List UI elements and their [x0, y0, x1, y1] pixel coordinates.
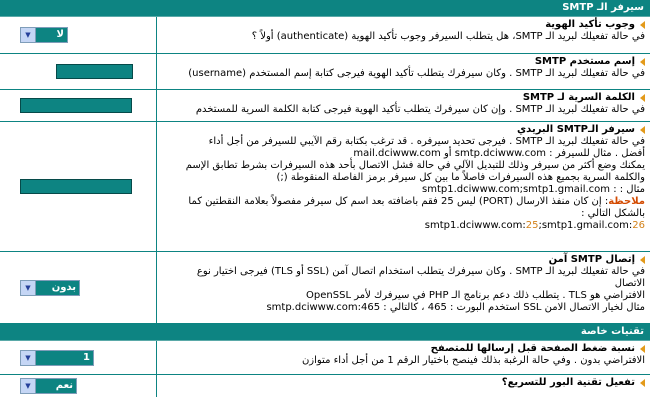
setting-row-smtp-server	[0, 122, 650, 252]
orange-arrow-icon	[640, 21, 645, 29]
orange-arrow-icon	[640, 58, 645, 66]
setting-control-cell	[0, 375, 157, 397]
setting-description	[157, 54, 650, 89]
setting-title: إتصال SMTP آمن	[161, 254, 645, 266]
setting-control-cell	[0, 252, 157, 323]
setting-help-text: مثال : : smtp1.dciwww.com;smtp1.gmail.com	[422, 184, 645, 195]
setting-help-text: في حالة تفعيلك لبريد الـ SMTP . فيرجى تحديد سيرفره . قد ترغب بكتابة رقم الآيبي للسيرفر من أجل أداء	[208, 136, 645, 147]
booster-select[interactable]: ▼ نعم	[20, 378, 77, 394]
setting-title: وجوب تأكيد الهوية	[161, 19, 645, 31]
setting-control-cell	[0, 122, 157, 251]
orange-arrow-icon	[640, 126, 645, 134]
setting-description	[157, 122, 650, 251]
chevron-down-icon[interactable]: ▼	[21, 351, 36, 365]
setting-title: نسبة ضغط الصفحة قبل إرسالها للمتصفح	[161, 343, 645, 355]
orange-arrow-icon	[640, 256, 645, 264]
section-header-smtp: سيرفر الـ SMTP	[0, 0, 650, 17]
setting-help-text: بالشكل التالي :	[581, 208, 645, 219]
setting-title: إسم مستخدم SMTP	[161, 56, 645, 68]
setting-help-text: في حالة تفعيلك لبريد الـ SMTP . وكان سيرفرك يتطلب تأكيد الهوية فيرجى كتابة إسم المستخدم (username)	[188, 68, 645, 79]
setting-help-text: الاتصال	[614, 278, 645, 289]
setting-example: smtp1.dciwww.com:25;smtp1.gmail.com:26	[424, 220, 645, 231]
setting-control-cell	[0, 17, 157, 53]
chevron-down-icon[interactable]: ▼	[21, 281, 36, 295]
setting-row-gzip-level	[0, 341, 650, 375]
setting-control-cell	[0, 341, 157, 374]
note-label: ملاحظة	[608, 196, 645, 207]
setting-help-text: والكلمة السرية بجميع هذه السيرفرات فاصلاً ما بين كل سيرفر برمز الفاصلة المنقوطة (;)	[276, 172, 645, 183]
setting-description	[157, 90, 650, 121]
setting-description	[157, 17, 650, 53]
setting-help-text: مثال لخيار الاتصال الامن SSL استخدم البورت : 465 ، كالتالي : smtp.dciwww.com:465	[266, 302, 645, 313]
setting-note: ملاحظة: إن كان منفذ الارسال (PORT) ليس 25 فقم باضافته بعد اسم كل سيرفر مفصولاً بعلامة النقطتين كما	[188, 196, 645, 207]
smtp-auth-select[interactable]: ▼ لا	[20, 27, 68, 43]
setting-control-cell	[0, 54, 157, 89]
orange-arrow-icon	[640, 94, 645, 102]
smtp-server-input[interactable]	[20, 179, 132, 194]
setting-title: تفعيل تقنية البور للتسريع؟	[161, 377, 645, 389]
setting-description	[157, 341, 650, 374]
setting-help-text: الافتراضي بدون . وفي حالة الرغبة بذلك فينصح باختيار الرقم 1 من أجل أداء متوازن	[301, 355, 645, 366]
setting-help-text: أفضل . مثال للسيرفر : smtp.dciwww.com أو mail.dciwww.com	[353, 148, 645, 159]
setting-description	[157, 252, 650, 323]
setting-help-text: في حالة تفعيلك لبريد الـ SMTP . وإن كان سيرفرك يتطلب تأكيد الهوية فيرجى كتابة الكلمة السرية للمستخدم	[195, 104, 645, 115]
setting-help-text: في حالة تفعيلك لبريد الـ SMTP . وكان سيرفرك يتطلب استخدام اتصال آمن (SSL أو TLS) فيرجى اختيار نوع	[196, 266, 645, 277]
orange-arrow-icon	[640, 345, 645, 353]
smtp-password-input[interactable]	[20, 98, 132, 113]
setting-row-booster	[0, 375, 650, 397]
setting-help-text: الافتراضي هو TLS . يتطلب ذلك دعم برنامج الـ PHP في سيرفرك لأمر OpenSSL	[306, 290, 645, 301]
setting-title: سيرفر الـSMTP البريدي	[161, 124, 645, 136]
setting-help-text: يمكنك وضع أكثر من سيرفر وذلك للتبديل الآلي في حالة فشل الاتصال بأحد هذه السيرفرات بشرط تطابق الإسم	[185, 160, 645, 171]
setting-row-smtp-username	[0, 54, 650, 90]
orange-arrow-icon	[640, 379, 645, 387]
gzip-level-select[interactable]: ▼ 1	[20, 350, 94, 366]
setting-row-smtp-password	[0, 90, 650, 122]
smtp-secure-select[interactable]: ▼ بدون	[20, 280, 80, 296]
setting-title: الكلمة السرية لـ SMTP	[161, 92, 645, 104]
section-header-special: تقنيات خاصة	[0, 324, 650, 341]
chevron-down-icon[interactable]: ▼	[21, 379, 36, 393]
setting-description	[157, 375, 650, 397]
smtp-username-input[interactable]	[56, 64, 133, 79]
setting-row-smtp-auth	[0, 17, 650, 54]
chevron-down-icon[interactable]: ▼	[21, 28, 36, 42]
setting-help-text: في حالة تفعيلك لبريد الـ SMTP، هل يتطلب السيرفر وجوب تأكيد الهوية (authenticate) أولاً ؟	[251, 31, 645, 42]
setting-control-cell	[0, 90, 157, 121]
setting-row-smtp-secure	[0, 252, 650, 324]
